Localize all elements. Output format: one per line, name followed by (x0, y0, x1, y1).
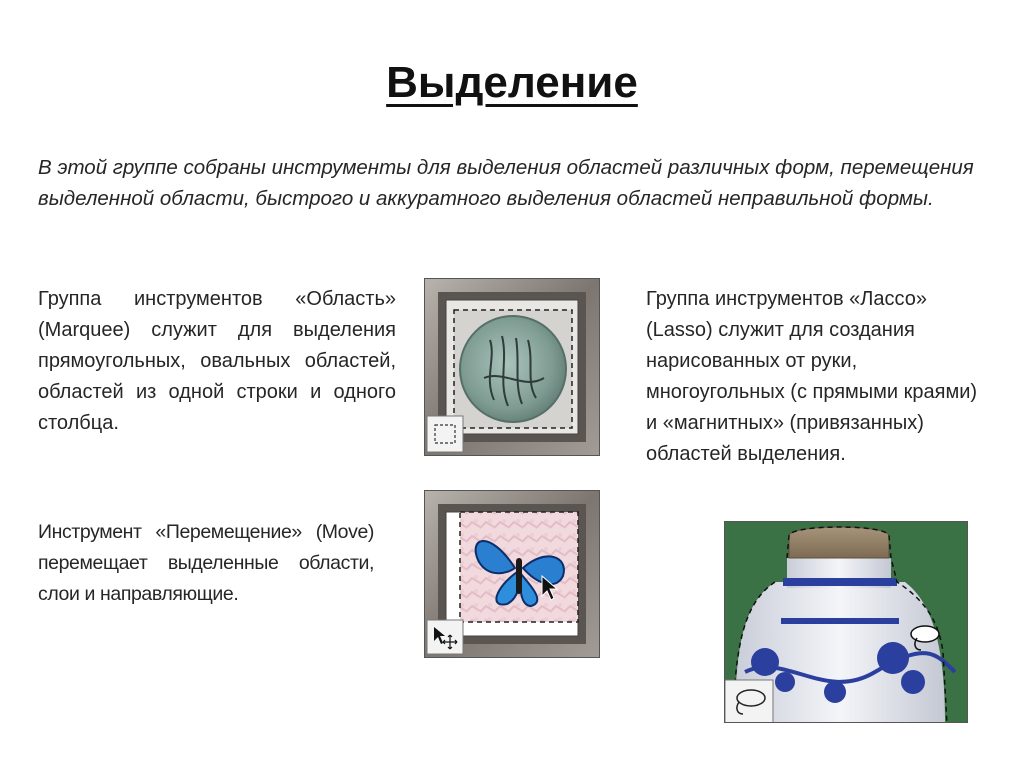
rect-marquee-icon (430, 419, 460, 449)
lasso-description: Группа инструментов «Лассо» (Lasso) служит для создания нарисованных от руки, многоугольных (с прямыми краями) и «магнитных» (привязанных) областей выделения. (646, 288, 978, 465)
intro-paragraph: В этой группе собраны инструменты для выделения областей различных форм, перемещения выделенной области, быстрого и аккуратного выделения областей неправильной формы. (38, 156, 974, 210)
move-tool-icon (430, 623, 460, 651)
lasso-icon (729, 684, 769, 720)
marquee-example-image (424, 278, 600, 456)
move-description: Инструмент «Перемещение» (Move) перемещает выделенные области, слои и направляющие. (38, 521, 374, 605)
slide-title: Выделение (386, 58, 638, 107)
slide-title-wrap (0, 58, 1024, 108)
move-example-image (424, 490, 600, 658)
lasso-example-image (724, 521, 968, 723)
marquee-description: Группа инструментов «Область» (Marquee) служит для выделения прямоугольных, овальных областей, областей из одной строки и одного столбца. (38, 288, 396, 434)
